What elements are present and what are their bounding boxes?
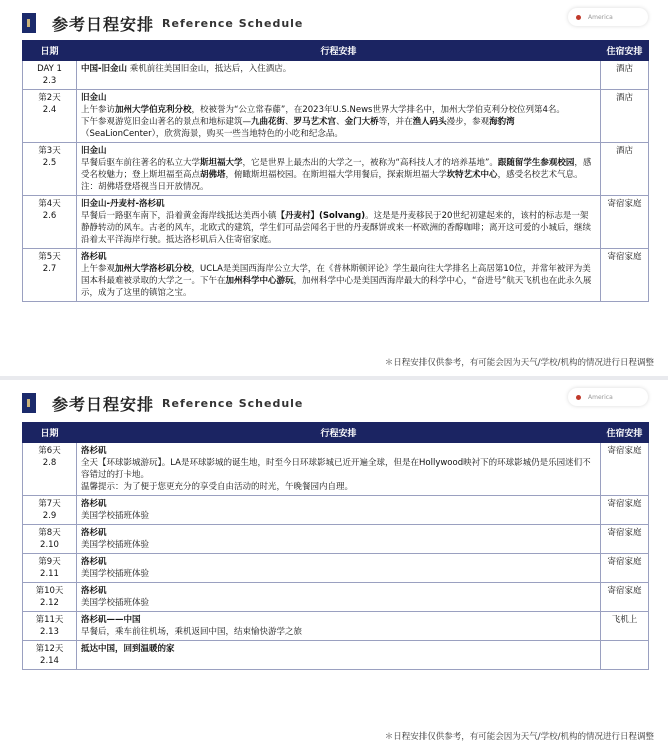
- title-chinese: 参考日程安排: [52, 394, 155, 414]
- day-label: 第9天: [38, 557, 61, 567]
- stay-cell: 寄宿家庭: [601, 496, 649, 525]
- day-label: 第4天: [38, 199, 61, 209]
- plan-cell: [77, 612, 601, 641]
- day-label: 第10天: [35, 586, 64, 596]
- plan-line: [81, 597, 596, 609]
- city-name: 洛杉矶: [81, 499, 107, 509]
- plan-text: 温馨提示：为了便于您更充分的享受自由活动的时光，午晚餐园内自理。: [81, 482, 354, 492]
- date-label: 2.13: [40, 627, 59, 637]
- stay-cell: 飞机上: [601, 612, 649, 641]
- plan-line: [81, 539, 596, 551]
- footnote: ＊日程安排仅供参考，有可能会因为天气/学校/机构的情况进行日程调整: [384, 732, 654, 742]
- title-chinese: 参考日程安排: [52, 14, 155, 34]
- date-label: 2.9: [42, 511, 57, 521]
- date-label: 2.6: [42, 211, 57, 221]
- schedule-table-2: [22, 422, 649, 670]
- city-name: 洛杉矶: [81, 446, 107, 456]
- day-cell: [23, 496, 77, 525]
- plan-line: [81, 263, 596, 299]
- highlight-text: 九曲花街: [251, 117, 286, 127]
- date-label: 2.3: [42, 76, 57, 86]
- day-cell: [23, 249, 77, 302]
- highlight-text: 金门大桥: [344, 117, 379, 127]
- date-label: 2.12: [40, 598, 59, 608]
- table-row: [23, 641, 649, 670]
- table-row: [23, 61, 649, 90]
- highlight-text: 跟随留学生参观校园: [497, 158, 575, 168]
- day-label: 第3天: [38, 146, 61, 156]
- city-name: 旧金山: [81, 146, 107, 156]
- city-name: 旧金山-丹麦村-洛杉矶: [81, 199, 165, 209]
- plan-cell: [77, 196, 601, 249]
- plan-cell: [77, 583, 601, 612]
- table-row: [23, 143, 649, 196]
- dot-icon: [576, 395, 581, 400]
- day-label: 第12天: [35, 644, 64, 654]
- plan-text: 上午参观: [81, 264, 116, 274]
- highlight-text: 坎特艺术中心: [446, 170, 498, 180]
- plan-text: ，校被誉为“公立常春藤”，在2023年U.S.News世界大学排名中，加州大学伯克利分校位列第4名。: [191, 105, 565, 115]
- column-header-day: 日期: [23, 423, 77, 443]
- stay-cell: 酒店: [601, 61, 649, 90]
- title-english: Reference Schedule: [162, 16, 304, 30]
- table-row: [23, 90, 649, 143]
- plan-text: ，UCLA是美国西海岸公立大学，在《普林斯顿评论》学生最向往大学排名上高居第10位，并常年被评为美国本科最难被录取的大学之一。下午在: [81, 264, 591, 286]
- date-label: 2.14: [40, 656, 59, 666]
- plan-cell: [77, 443, 601, 496]
- day-cell: [23, 525, 77, 554]
- column-header-plan: 行程安排: [77, 41, 601, 61]
- plan-cell: [77, 525, 601, 554]
- stay-cell: 酒店: [601, 90, 649, 143]
- title-english: Reference Schedule: [162, 396, 304, 410]
- footnote: ＊日程安排仅供参考，有可能会因为天气/学校/机构的情况进行日程调整: [384, 358, 654, 368]
- city-name: 抵达中国，回到温暖的家: [81, 644, 175, 654]
- table-row: [23, 249, 649, 302]
- highlight-text: 海豹湾: [489, 117, 515, 127]
- stay-cell: 寄宿家庭: [601, 249, 649, 302]
- plan-text: 早餐后，乘车前往机场，乘机返回中国，结束愉快游学之旅: [81, 627, 303, 637]
- day-label: 第6天: [38, 446, 61, 456]
- stay-cell: 寄宿家庭: [601, 525, 649, 554]
- stay-cell: 寄宿家庭: [601, 583, 649, 612]
- table-row: [23, 525, 649, 554]
- plan-line: [81, 181, 596, 193]
- plan-line: [81, 568, 596, 580]
- plan-text: 、: [285, 117, 294, 127]
- region-label: America: [588, 13, 613, 21]
- date-label: 2.10: [40, 540, 59, 550]
- table-row: [23, 583, 649, 612]
- region-badge: [568, 388, 648, 406]
- stay-cell: 寄宿家庭: [601, 554, 649, 583]
- date-label: 2.7: [42, 264, 57, 274]
- plan-line: [81, 104, 596, 116]
- plan-cell: [77, 554, 601, 583]
- date-label: 2.8: [42, 458, 57, 468]
- date-label: 2.11: [40, 569, 59, 579]
- page-header: [22, 392, 303, 414]
- date-label: 2.5: [42, 158, 57, 168]
- highlight-text: 加州大学伯克利分校: [115, 105, 192, 115]
- city-name: 中国-旧金山: [81, 64, 128, 74]
- day-cell: [23, 641, 77, 670]
- column-header-stay: 住宿安排: [601, 423, 649, 443]
- plan-text: ，俯瞰斯坦福校园。在斯坦福大学用餐后，探索斯坦福大学: [225, 170, 447, 180]
- plan-cell: [77, 61, 601, 90]
- plan-text: 美国学校插班体验: [81, 511, 150, 521]
- plan-text: 早餐后驱车前往著名的私立大学: [81, 158, 201, 168]
- plan-text: ，加州科学中心是美国西海岸最大的科学中心，“奋进号”航天飞机也在此永久展示，成为了这里的镇馆之宝。: [81, 276, 592, 298]
- plan-text: 下午参观游览旧金山著名的景点和地标建筑—: [81, 117, 252, 127]
- city-name: 洛杉矶: [81, 586, 107, 596]
- highlight-text: 加州大学洛杉矶分校: [115, 264, 192, 274]
- city-name: 旧金山: [81, 93, 107, 103]
- schedule-page-2: [0, 380, 668, 756]
- plan-text: 美国学校插班体验: [81, 569, 150, 579]
- date-label: 2.4: [42, 105, 57, 115]
- plan-text: 早餐后一路驱车南下，沿着黄金海岸线抵达美西小镇: [81, 211, 277, 221]
- plan-text: 。这是是丹麦移民于20世纪初建起来的，该村的标志是一架静静转动的风车。古老的风车，北欧式的建筑，学生们可品尝闻名于世的丹麦酥饼或来一杯欧洲的香醇咖啡；离开这可爱的小城后，继续沿着太平洋海岸行驶。抵达洛杉矶后入住寄宿家庭。: [81, 211, 592, 245]
- day-cell: [23, 554, 77, 583]
- plan-text: 美国学校插班体验: [81, 540, 150, 550]
- day-label: DAY 1: [37, 64, 62, 74]
- city-name: 洛杉矶: [81, 557, 107, 567]
- plan-text: 等，并在: [378, 117, 413, 127]
- city-name: 洛杉矶: [81, 252, 107, 262]
- stay-cell: 寄宿家庭: [601, 196, 649, 249]
- plan-text: ，感受名校魅力；登上斯坦福至高点: [81, 158, 592, 180]
- day-cell: [23, 583, 77, 612]
- plan-text: 漫步，参观: [446, 117, 490, 127]
- column-header-plan: 行程安排: [77, 423, 601, 443]
- highlight-text: 斯坦福大学: [200, 158, 243, 168]
- table-row: [23, 612, 649, 641]
- day-label: 第11天: [35, 615, 64, 625]
- logo-icon: [22, 13, 36, 33]
- region-badge: [568, 8, 648, 26]
- highlight-text: 罗马艺术宫: [293, 117, 337, 127]
- plan-line: [81, 626, 596, 638]
- table-row: [23, 554, 649, 583]
- highlight-text: 加州科学中心游玩: [225, 276, 294, 286]
- plan-cell: [77, 143, 601, 196]
- plan-line: [81, 481, 596, 493]
- plan-cell: [77, 249, 601, 302]
- stay-cell: 酒店: [601, 143, 649, 196]
- plan-text: 上午参访: [81, 105, 116, 115]
- day-label: 第2天: [38, 93, 61, 103]
- day-label: 第8天: [38, 528, 61, 538]
- region-label: America: [588, 393, 613, 401]
- stay-cell: [601, 641, 649, 670]
- plan-text: 全天【环球影城游玩】。LA是环球影城的诞生地，时至今日环球影城已近开遍全球，但是在Hollywood映衬下的环球影城仍是乐园迷们不容错过的打卡地。: [81, 458, 591, 480]
- highlight-text: 渔人码头: [412, 117, 447, 127]
- city-name: 洛杉矶: [81, 528, 107, 538]
- table-row: [23, 196, 649, 249]
- day-cell: [23, 612, 77, 641]
- day-cell: [23, 196, 77, 249]
- highlight-text: 胡佛塔: [200, 170, 226, 180]
- plan-cell: [77, 641, 601, 670]
- plan-line: [81, 210, 596, 246]
- schedule-page-1: [0, 0, 668, 376]
- day-cell: [23, 90, 77, 143]
- plan-text: 美国学校插班体验: [81, 598, 150, 608]
- plan-text: 乘机前往美国旧金山，抵达后，入住酒店。: [127, 64, 292, 74]
- table-header-row: [23, 423, 649, 443]
- plan-text: ，它是世界上最杰出的大学之一，被称为“高科技人才的培养基地”。: [242, 158, 498, 168]
- plan-text: ，感受名校艺术气息。: [497, 170, 583, 180]
- column-header-day: 日期: [23, 41, 77, 61]
- plan-line: [81, 63, 596, 75]
- day-label: 第7天: [38, 499, 61, 509]
- plan-line: [81, 457, 596, 481]
- plan-line: [81, 157, 596, 181]
- plan-line: [81, 116, 596, 140]
- plan-cell: [77, 90, 601, 143]
- table-row: [23, 496, 649, 525]
- logo-icon: [22, 393, 36, 413]
- schedule-table-1: [22, 40, 649, 302]
- plan-text: 注：胡佛塔登塔视当日开放情况。: [81, 182, 209, 192]
- day-cell: [23, 443, 77, 496]
- city-name: 洛杉矶——中国: [81, 615, 141, 625]
- plan-line: [81, 510, 596, 522]
- page-header: [22, 12, 303, 34]
- plan-text: 、: [336, 117, 345, 127]
- day-label: 第5天: [38, 252, 61, 262]
- table-row: [23, 443, 649, 496]
- plan-cell: [77, 496, 601, 525]
- table-header-row: [23, 41, 649, 61]
- dot-icon: [576, 15, 581, 20]
- stay-cell: 寄宿家庭: [601, 443, 649, 496]
- day-cell: [23, 143, 77, 196]
- column-header-stay: 住宿安排: [601, 41, 649, 61]
- plan-text: （SeaLionCenter），欣赏海景，购买一些当地特色的小吃和纪念品。: [81, 129, 343, 139]
- highlight-text: 【丹麦村】(Solvang): [276, 211, 366, 221]
- day-cell: [23, 61, 77, 90]
